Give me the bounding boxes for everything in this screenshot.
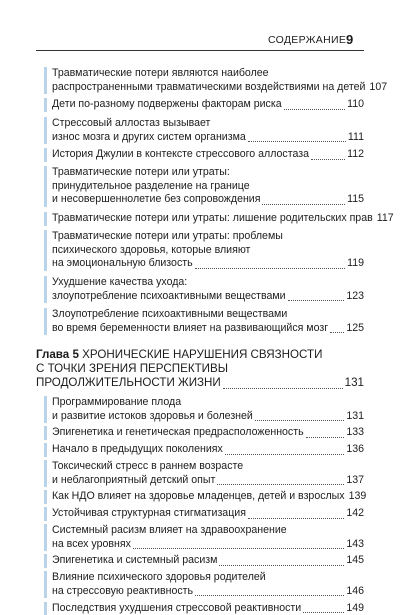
toc-entry-page: 111 — [347, 130, 364, 143]
toc-entry-title: Начало в предыдущих поколениях — [52, 443, 223, 456]
toc-entry[interactable] — [44, 507, 364, 521]
toc-entry-title: Последствия ухудшения стрессовой реактивности — [52, 601, 302, 614]
toc-entry-title: Дети по-разному подвержены факторам риска — [52, 98, 282, 110]
leader-dots — [330, 323, 344, 333]
chapter-page: 131 — [344, 376, 364, 390]
toc-entry-line: Системный расизм влияет на здравоохранение — [52, 524, 287, 536]
toc-entry-page: 133 — [346, 426, 364, 439]
leader-dots — [255, 411, 344, 421]
toc-entry-title: во время беременности влияет на развивающийся мозг — [52, 321, 329, 334]
toc-entry[interactable] — [44, 426, 364, 440]
leader-dots — [311, 150, 345, 160]
leader-dots — [248, 132, 346, 142]
toc-entry-page: 131 — [346, 409, 364, 422]
chapter-label: Глава 5 — [36, 348, 79, 361]
toc-entry-page: 146 — [346, 584, 364, 597]
toc-entry-line: Злоупотребление психоактивными веществами — [52, 308, 288, 320]
toc-entry-page: 125 — [346, 321, 364, 334]
toc-entry-title: Травматические потери или утраты: лишение родительских прав — [52, 212, 373, 224]
toc-entry-page: 107 — [369, 80, 388, 93]
toc-entry-page: 137 — [346, 473, 364, 486]
toc-entry[interactable] — [44, 524, 364, 551]
toc-entry-page: 142 — [346, 507, 364, 520]
toc-entry-title: на всех уровнях — [52, 537, 131, 550]
toc-entry-line: Травматические потери или утраты: — [52, 166, 230, 178]
toc-entry-title: Как НДО влияет на здоровье младенцев, детей и взрослых — [52, 490, 345, 503]
toc-entry-page: 117 — [376, 212, 394, 224]
toc-entry-line: Стрессовый аллостаз вызывает — [52, 117, 211, 129]
toc-entry[interactable] — [44, 443, 364, 457]
toc-entry-title: и неблагоприятный детский опыт — [52, 473, 216, 486]
leader-dots — [133, 539, 344, 549]
chapter-heading[interactable] — [36, 348, 364, 391]
toc-entry-page: 123 — [346, 289, 364, 302]
toc-entry[interactable] — [44, 230, 364, 271]
leader-dots — [195, 586, 344, 596]
toc-entry-title: и несовершеннолетие без сопровождения — [52, 193, 261, 206]
leader-dots — [217, 475, 344, 485]
toc-entry-line: психического здоровья, которые влияют — [52, 243, 251, 256]
toc-entry[interactable] — [44, 117, 364, 144]
toc-entry-page: 139 — [348, 490, 367, 503]
chapter-title-line: ХРОНИЧЕСКИЕ НАРУШЕНИЯ СВЯЗНОСТИ — [82, 348, 323, 361]
header-rule — [36, 50, 364, 51]
toc-entry[interactable] — [44, 98, 364, 112]
leader-dots — [195, 259, 345, 269]
toc-entry-title: Эпигенетика и генетическая предрасположенность — [52, 426, 304, 439]
page-number: 9 — [346, 32, 354, 47]
running-head: СОДЕРЖАНИЕ — [268, 34, 347, 46]
toc-entry[interactable] — [44, 67, 388, 94]
toc-entry[interactable] — [44, 602, 364, 615]
toc-entry-title: Устойчивая структурная стигматизация — [52, 507, 246, 520]
toc-entry-line: принудительное разделение на границе — [52, 179, 250, 192]
toc-entry[interactable] — [44, 148, 364, 162]
toc-entry-line: Программирование плода — [52, 396, 182, 408]
toc-entry-line: Токсический стресс в раннем возрасте — [52, 460, 244, 472]
toc-entry-title: на стрессовую реактивность — [52, 584, 194, 597]
toc-entry-title: на эмоциональную близость — [52, 257, 193, 270]
leader-dots — [219, 556, 344, 566]
toc-entry-title: Эпигенетика и системный расизм — [52, 554, 218, 567]
toc-entry[interactable] — [44, 396, 364, 423]
toc-entry-line: Травматические потери являются наиболее — [52, 67, 269, 79]
toc-entry-title: История Джулии в контексте стрессового аллостаза — [52, 148, 309, 160]
leader-dots — [303, 603, 344, 613]
toc-entry-page: 110 — [347, 98, 364, 110]
leader-dots — [223, 379, 343, 389]
toc-entry-line: Травматические потери или утраты: проблемы — [52, 230, 283, 242]
leader-dots — [306, 428, 345, 438]
toc-entry-page: 119 — [347, 257, 364, 270]
toc-entry-line: Ухудшение качества ухода: — [52, 276, 188, 288]
chapter-title-line: С ТОЧКИ ЗРЕНИЯ ПЕРСПЕКТИВЫ — [36, 362, 228, 376]
toc-entry-title: и развитие истоков здоровья и болезней — [52, 409, 253, 422]
toc-entry-page: 115 — [347, 193, 364, 206]
toc-entry-title: распространенными травматическими воздействиями на детей — [52, 80, 366, 93]
leader-dots — [225, 445, 345, 455]
toc-entry-page: 149 — [346, 601, 364, 614]
toc-entry-title: износ мозга и других систем организма — [52, 130, 246, 143]
toc-entry[interactable] — [44, 460, 364, 487]
toc-entry[interactable] — [44, 212, 394, 226]
leader-dots — [262, 195, 345, 205]
toc-entry-line: Влияние психического здоровья родителей — [52, 571, 266, 584]
chapter-title-line: ПРОДОЛЖИТЕЛЬНОСТИ ЖИЗНИ — [36, 376, 221, 390]
page-header — [0, 0, 400, 48]
toc-entry[interactable] — [44, 276, 364, 303]
toc-entry[interactable] — [44, 571, 364, 598]
toc-entry-page: 145 — [346, 554, 364, 567]
toc-entry[interactable] — [44, 166, 364, 207]
toc-entry-page: 136 — [346, 443, 364, 456]
toc-entry[interactable] — [44, 554, 364, 568]
toc-entry[interactable] — [44, 308, 364, 335]
leader-dots — [248, 509, 344, 519]
toc-entry-title: злоупотребление психоактивными веществами — [52, 289, 286, 302]
toc-entry-page: 112 — [347, 148, 364, 160]
toc-entry-page: 143 — [346, 537, 364, 550]
toc-entry[interactable] — [44, 490, 367, 504]
leader-dots — [284, 100, 346, 110]
leader-dots — [288, 291, 345, 301]
